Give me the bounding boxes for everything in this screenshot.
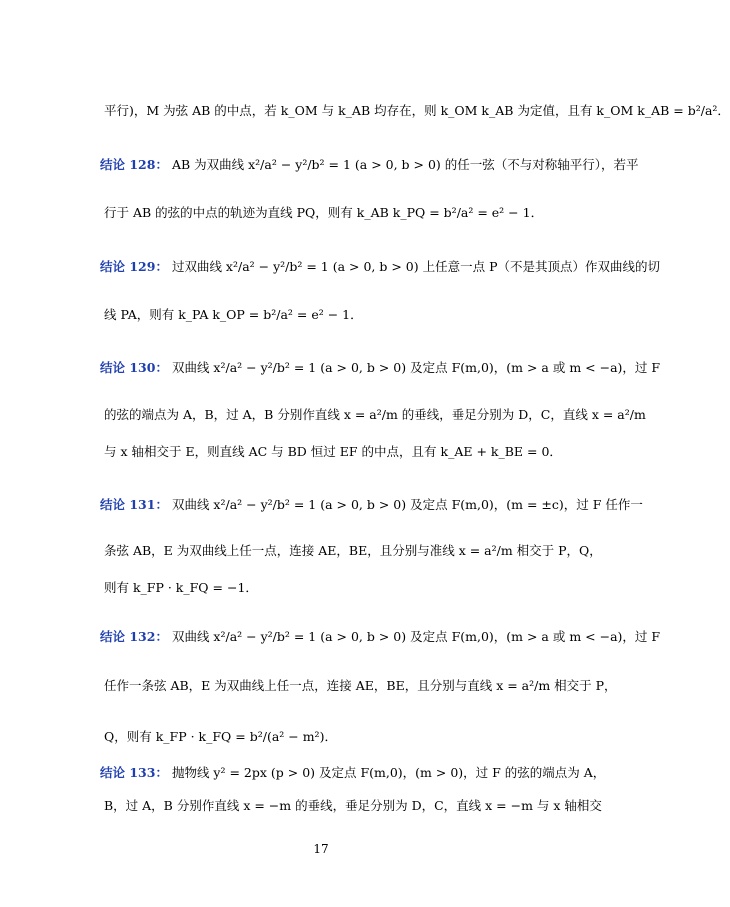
line-text: 则有 k_FP · k_FQ = −1． — [104, 580, 258, 595]
line-text: 线 PA，则有 k_PA k_OP = b²/a² = e² − 1． — [104, 307, 363, 322]
line-text: 条弦 AB，E 为双曲线上任一点，连接 AE，BE，且分别与准线 x = a²/m 相交于 P，Q， — [104, 543, 602, 558]
line-text: 过双曲线 x²/a² − y²/b² = 1 (a > 0, b > 0) 上任意一点 P（不是其顶点）作双曲线的切 — [171, 259, 660, 274]
text-line-6 — [100, 360, 660, 376]
text-line-11 — [100, 580, 258, 596]
line-text: Q，则有 k_FP · k_FQ = b²/(a² − m²)． — [104, 729, 337, 744]
conclusion-tag: 结论 129： — [100, 259, 168, 274]
line-text: 双曲线 x²/a² − y²/b² = 1 (a > 0, b > 0) 及定点 F(m,0)，(m = ±c)，过 F 任作一 — [171, 497, 643, 512]
line-text: AB 为双曲线 x²/a² − y²/b² = 1 (a > 0, b > 0) 的任一弦（不与对称轴平行），若平 — [171, 157, 639, 172]
text-line-4 — [100, 259, 660, 275]
text-line-3 — [100, 205, 543, 221]
text-line-14 — [100, 729, 337, 745]
text-line-2 — [100, 157, 639, 173]
line-text: 任作一条弦 AB，E 为双曲线上任一点，连接 AE，BE，且分别与直线 x = a²/m 相交于 P， — [104, 678, 617, 693]
line-text: 的弦的端点为 A，B，过 A，B 分别作直线 x = a²/m 的垂线，垂足分别为 D，C，直线 x = a²/m — [104, 407, 646, 422]
text-line-5 — [100, 307, 363, 323]
line-text: 双曲线 x²/a² − y²/b² = 1 (a > 0, b > 0) 及定点 F(m,0)，(m > a 或 m < −a)，过 F — [171, 629, 661, 644]
text-line-1 — [100, 103, 730, 119]
text-line-12 — [100, 629, 660, 645]
line-text: 平行)，M 为弦 AB 的中点，若 k_OM 与 k_AB 均存在，则 k_OM k_AB 为定值，且有 k_OM k_AB = b²/a²． — [104, 103, 730, 118]
conclusion-tag: 结论 128： — [100, 157, 168, 172]
text-line-7 — [100, 407, 646, 423]
line-text: 行于 AB 的弦的中点的轨迹为直线 PQ，则有 k_AB k_PQ = b²/a² = e² − 1． — [104, 205, 544, 220]
page-number: 17 — [313, 842, 329, 856]
text-line-9 — [100, 497, 643, 513]
conclusion-tag: 结论 131： — [100, 497, 168, 512]
text-line-16 — [100, 798, 602, 814]
conclusion-tag: 结论 133： — [100, 765, 168, 780]
text-line-13 — [100, 678, 617, 694]
text-line-10 — [100, 543, 602, 559]
line-text: 抛物线 y² = 2px (p > 0) 及定点 F(m,0)，(m > 0)，过 F 的弦的端点为 A， — [171, 765, 606, 780]
text-line-8 — [100, 444, 562, 460]
line-text: B，过 A，B 分别作直线 x = −m 的垂线，垂足分别为 D，C，直线 x = −m 与 x 轴相交 — [104, 798, 602, 813]
line-text: 双曲线 x²/a² − y²/b² = 1 (a > 0, b > 0) 及定点 F(m,0)，(m > a 或 m < −a)，过 F — [171, 360, 661, 375]
line-text: 与 x 轴相交于 E，则直线 AC 与 BD 恒过 EF 的中点，且有 k_AE + k_BE = 0． — [104, 444, 562, 459]
text-line-15 — [100, 765, 605, 781]
conclusion-tag: 结论 132： — [100, 629, 168, 644]
conclusion-tag: 结论 130： — [100, 360, 168, 375]
